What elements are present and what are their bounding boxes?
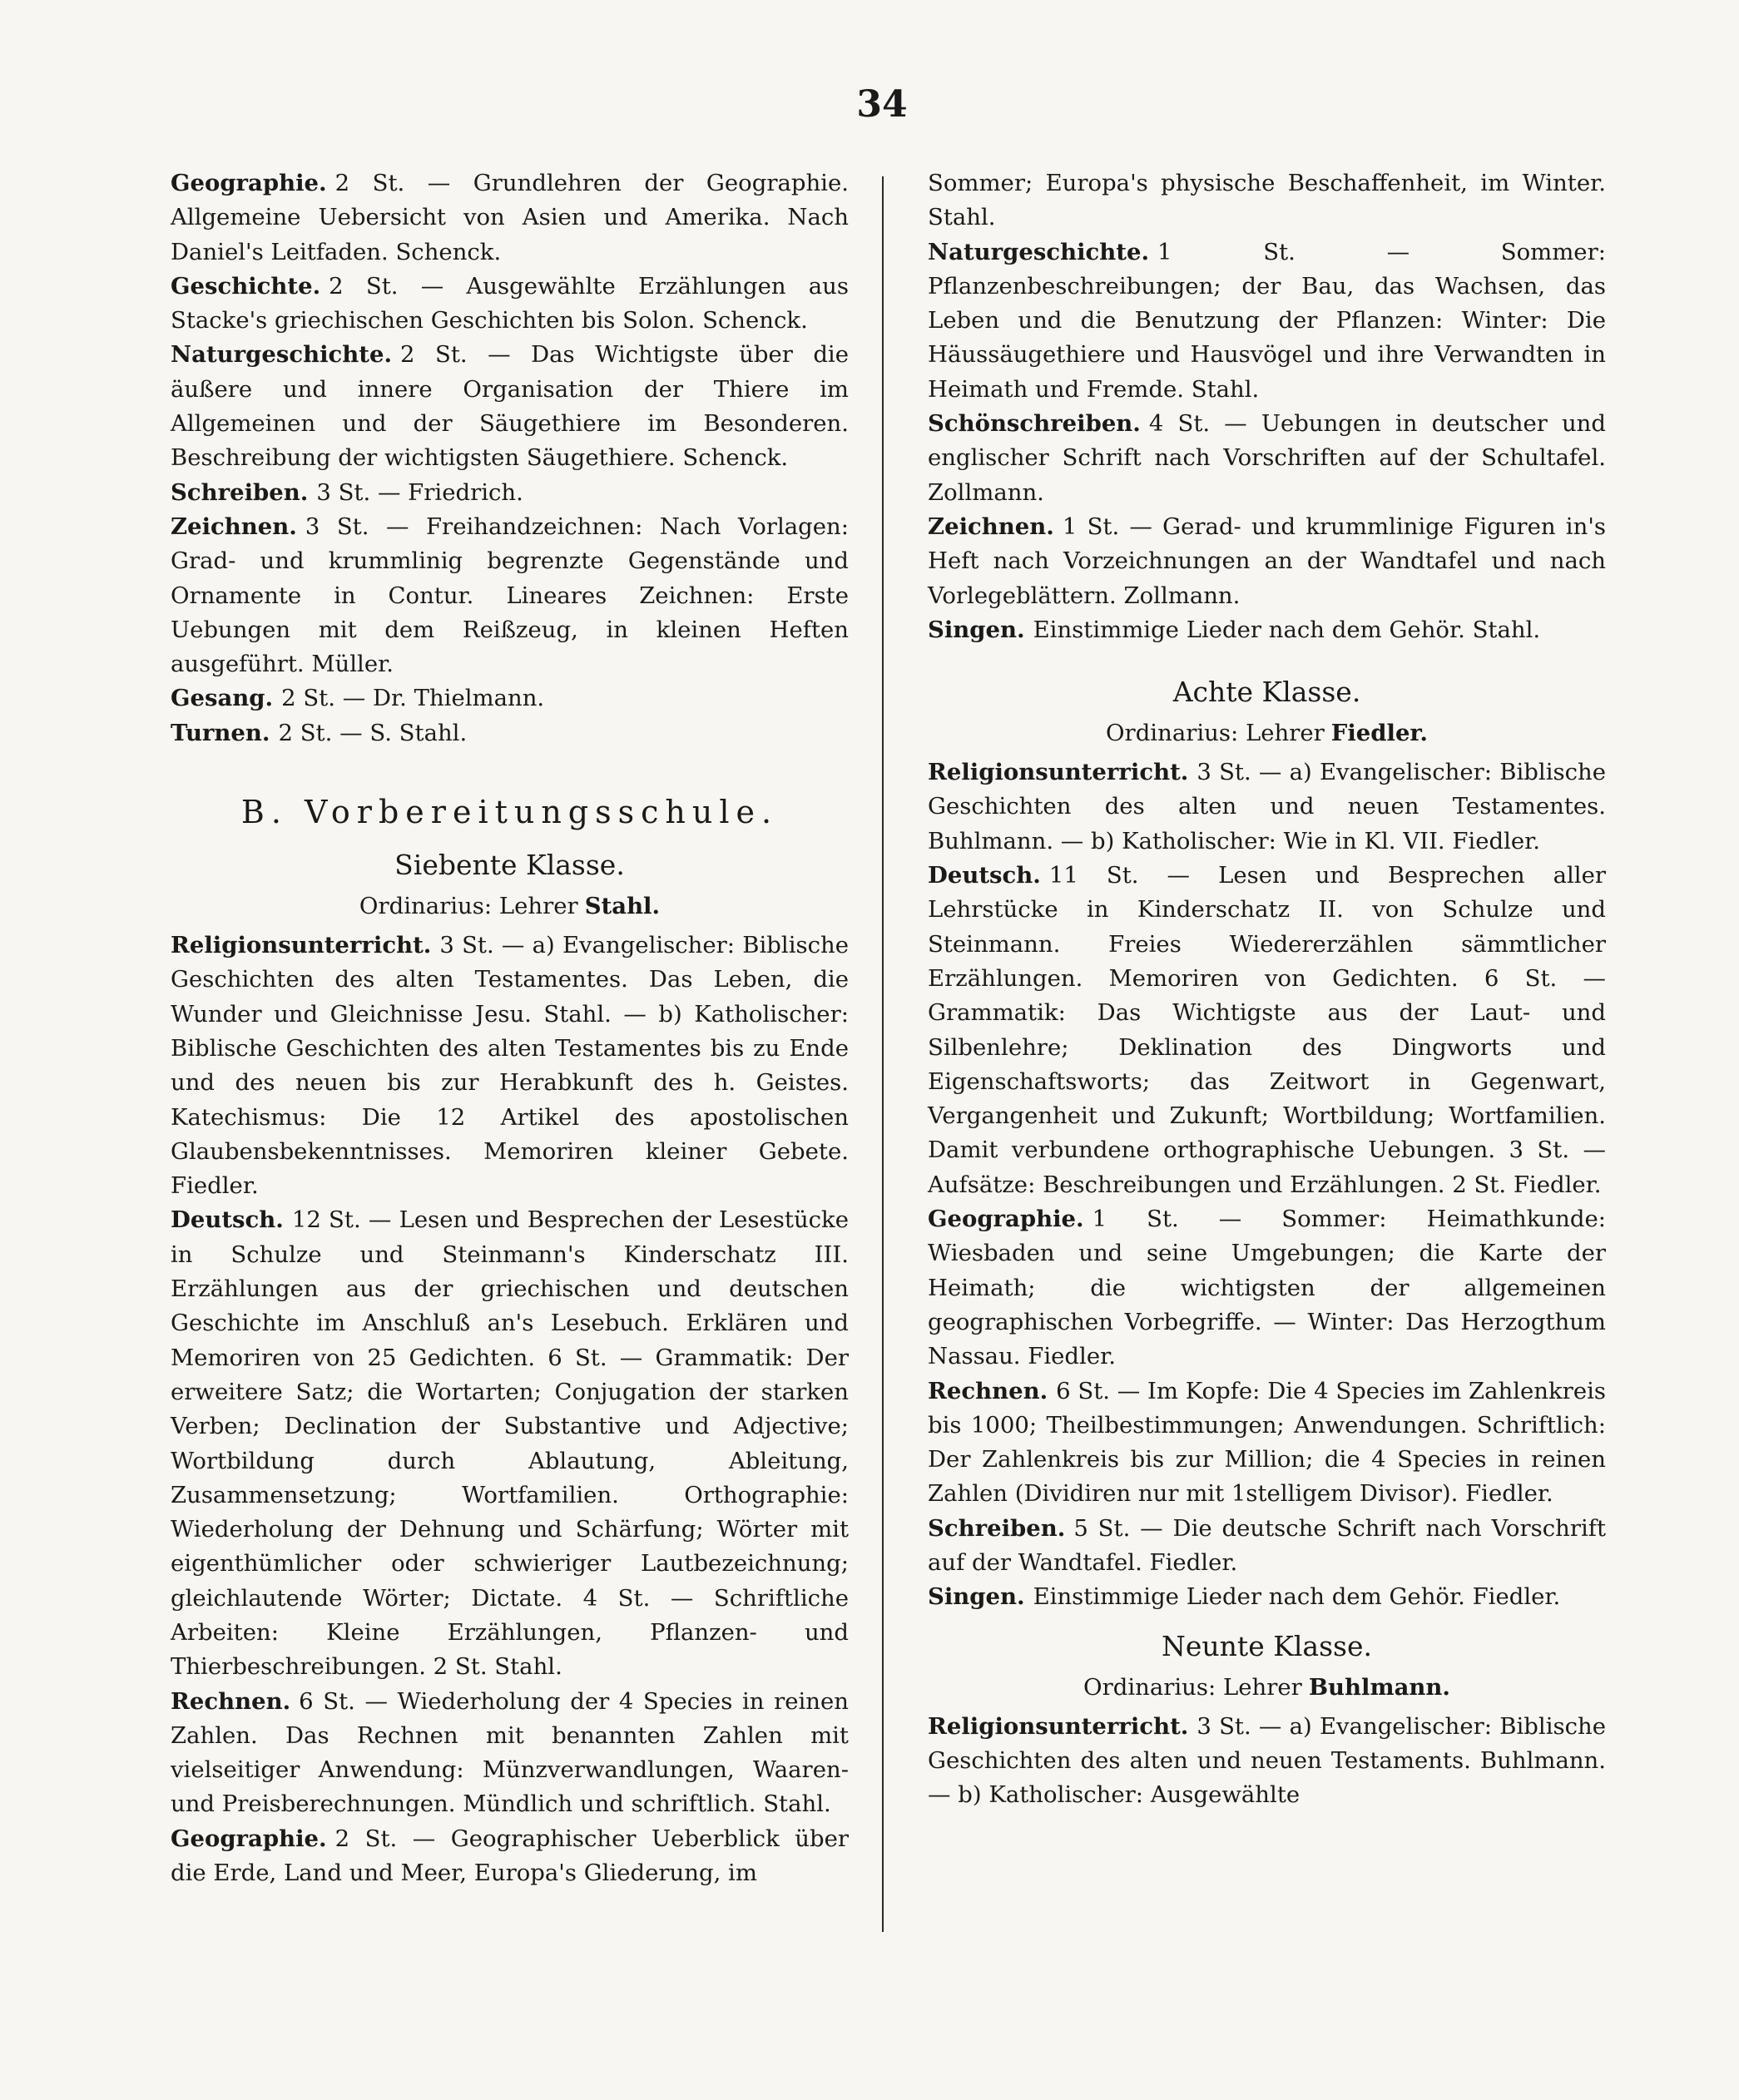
subject-label: Schönschreiben. — [928, 410, 1141, 438]
subject-text: 4 St. — Uebungen in deutscher und englischer Schrift nach Vorschriften auf der Schultafel. Zollmann. — [928, 410, 1606, 506]
subject-text: Sommer; Europa's physische Beschaffenheit, im Winter. Stahl. — [928, 170, 1606, 231]
ordinarius-label: Ordinarius: Lehrer — [1083, 1673, 1302, 1701]
subject-text: 1 St. — Sommer: Pflanzenbeschreibungen; der Bau, das Wachsen, das Leben und die Benutzung der Pflanzen: Winter: Die Häussäugethiere und Hausvögel und ihre Verwandten in Heimath und Fremde. Stahl. — [928, 238, 1606, 403]
subject-label: Singen. — [928, 1583, 1025, 1611]
class-heading: Achte Klasse. — [1172, 676, 1361, 709]
subject-entry — [171, 681, 849, 716]
subject-text: 1 St. — Gerad- und krummlinige Figuren in's Heft nach Vorzeichnungen an der Wandtafel und nach Vorlegeblättern. Zollmann. — [928, 513, 1606, 609]
subject-entry — [928, 1202, 1606, 1374]
subject-entry — [928, 1710, 1606, 1813]
ordinarius-line — [928, 716, 1606, 750]
section-heading: B. Vorbereitungsschule. — [240, 794, 779, 831]
subject-entry-continued — [928, 166, 1606, 235]
subject-label: Zeichnen. — [928, 513, 1054, 540]
subject-entry — [171, 270, 849, 339]
subject-text: 12 St. — Lesen und Besprechen der Lesestücke in Schulze und Steinmann's Kinderschatz III. Erzählungen aus der griechischen und deutschen Geschichte im Anschluß an's Lesebuch. Erklären und Memoriren von 25 Gedichten. 6 St. — Grammatik: Der erweitere Satz; die Wortarten; Conjugation der starken Verben; Declination der Substantive und Adjective; Wortbildung durch Ablautung, Ableitung, Zusammensetzung; Wortfamilien. Orthographie: Wiederholung der Dehnung und Schärfung; Wörter mit eigenthümlicher oder schwieriger Lautbezeichnung; gleichlautende Wörter; Dictate. 4 St. — Schriftliche Arbeiten: Kleine Erzählungen, Pflanzen- und Thierbeschreibungen. 2 St. Stahl. — [171, 1206, 849, 1681]
subject-label: Deutsch. — [928, 862, 1041, 889]
subject-entry — [928, 235, 1606, 407]
subject-entry — [171, 1685, 849, 1822]
subject-text: 5 St. — Die deutsche Schrift nach Vorschrift auf der Wandtafel. Fiedler. — [928, 1514, 1606, 1576]
column-divider — [882, 176, 884, 1932]
subject-label: Geographie. — [928, 1206, 1084, 1233]
right-column — [928, 166, 1606, 1812]
class-heading: Neunte Klasse. — [1162, 1629, 1372, 1662]
subject-entry — [928, 755, 1606, 859]
subject-text: 3 St. — Friedrich. — [316, 478, 523, 506]
subject-entry — [928, 510, 1606, 613]
subject-text: 2 St. — S. Stahl. — [278, 719, 468, 746]
subject-entry — [928, 1374, 1606, 1512]
ordinarius-label: Ordinarius: Lehrer — [359, 893, 578, 920]
class-8-entries — [928, 755, 1606, 1614]
subject-label: Naturgeschichte. — [928, 238, 1150, 265]
ordinarius-line — [171, 889, 849, 924]
subject-label: Gesang. — [171, 685, 274, 712]
subject-text: 3 St. — a) Evangelischer: Biblische Geschichten des alten und neuen Testaments. Buhlmann. — b) Katholischer: Ausgewählte — [928, 1712, 1606, 1809]
ordinarius-label: Ordinarius: Lehrer — [1106, 720, 1325, 747]
subject-text: 6 St. — Im Kopfe: Die 4 Species im Zahlenkreis bis 1000; Theilbestimmungen; Anwendungen. Schriftlich: Der Zahlenkreis bis zur Million; die 4 Species in reinen Zahlen (Dividiren nur mit 1stelligem Divisor). Fiedler. — [928, 1377, 1606, 1508]
subject-entry — [171, 1203, 849, 1684]
subject-label: Rechnen. — [171, 1687, 291, 1715]
subject-label: Schreiben. — [171, 478, 309, 506]
subject-label: Deutsch. — [171, 1206, 284, 1234]
subject-label: Naturgeschichte. — [171, 341, 393, 369]
subject-text: 2 St. — Dr. Thielmann. — [281, 685, 545, 712]
subject-entry — [928, 1580, 1606, 1614]
subject-entry — [928, 407, 1606, 510]
subject-entry — [928, 1512, 1606, 1581]
subject-label: Geographie. — [171, 1825, 327, 1852]
subject-text: 3 St. — Freihandzeichnen: Nach Vorlagen: Grad- und krummlinig begrenzte Gegenstände und Ornamente in Contur. Lineares Zeichnen: Erste Uebungen mit dem Reißzeug, in kleinen Heften ausgeführt. Müller. — [171, 513, 849, 678]
subject-text: 6 St. — Wiederholung der 4 Species in reinen Zahlen. Das Rechnen mit benannten Zahlen mit vielseitiger Anwendung: Münzverwandlungen, Waaren- und Preisberechnungen. Mündlich und schriftlich. Stahl. — [171, 1687, 849, 1818]
subject-entry — [171, 510, 849, 681]
ordinarius-line — [928, 1671, 1606, 1705]
subject-label: Religionsunterricht. — [928, 1712, 1189, 1740]
subject-entry — [928, 613, 1606, 647]
page-number: 34 — [856, 83, 908, 126]
right-top-entries — [928, 166, 1606, 647]
subject-entry — [171, 476, 849, 510]
subject-label: Geschichte. — [171, 272, 321, 300]
subject-entry — [171, 1822, 849, 1891]
subject-label: Schreiben. — [928, 1514, 1066, 1542]
subject-text: Einstimmige Lieder nach dem Gehör. Stahl. — [1033, 616, 1541, 643]
subject-text: 2 St. — Ausgewählte Erzählungen aus Stacke's griechischen Geschichten bis Solon. Schenck. — [171, 272, 849, 334]
subject-label: Zeichnen. — [171, 513, 297, 540]
ordinarius-teacher: Stahl. — [584, 893, 661, 920]
left-column — [171, 166, 849, 1890]
subject-entry — [928, 859, 1606, 1202]
subject-label: Geographie. — [171, 170, 327, 196]
class-7-entries — [171, 929, 849, 1890]
subject-text: 2 St. — Das Wichtigste über die äußere und innere Organisation der Thiere im Allgemeinen und der Säugethiere im Besonderen. Beschreibung der wichtigsten Säugethiere. Schenck. — [171, 341, 849, 472]
subject-text: 1 St. — Sommer: Heimathkunde: Wiesbaden und seine Umgebungen; die Karte der Heimath; die wichtigsten der allgemeinen geographischen Vorbegriffe. — Winter: Das Herzogthum Nassau. Fiedler. — [928, 1206, 1606, 1370]
subject-label: Singen. — [928, 616, 1025, 643]
subject-label: Turnen. — [171, 719, 270, 746]
left-top-entries — [171, 166, 849, 750]
class-heading: Siebente Klasse. — [394, 849, 625, 882]
subject-entry — [171, 929, 849, 1203]
subject-text: 3 St. — a) Evangelischer: Biblische Geschichten des alten und neuen Testamentes. Buhlmann. — b) Katholischer: Wie in Kl. VII. Fiedler. — [928, 759, 1606, 854]
subject-entry — [171, 166, 849, 270]
subject-label: Religionsunterricht. — [171, 932, 432, 959]
subject-text: 3 St. — a) Evangelischer: Biblische Geschichten des alten Testamentes. Das Leben, die Wunder und Gleichnisse Jesu. Stahl. — b) Katholischer: Biblische Geschichten des alten Testamentes bis zu Ende und des neuen bis zur Herabkunft des h. Geistes. Katechismus: Die 12 Artikel des apostolischen Glaubensbekenntnisses. Memoriren kleiner Gebete. Fiedler. — [171, 932, 849, 1200]
ordinarius-teacher: Buhlmann. — [1308, 1673, 1450, 1701]
ordinarius-teacher: Fiedler. — [1330, 720, 1428, 747]
subject-entry — [171, 716, 849, 750]
subject-label: Religionsunterricht. — [928, 759, 1189, 786]
subject-text: 11 St. — Lesen und Besprechen aller Lehrstücke in Kinderschatz II. von Schulze und Steinmann. Freies Wiedererzählen sämmtlicher Erzählungen. Memoriren von Gedichten. 6 St. — Grammatik: Das Wichtigste aus der Laut- und Silbenlehre; Deklination des Dingworts und Eigenschaftsworts; das Zeitwort in Gegenwart, Vergangenheit und Zukunft; Wortbildung; Wortfamilien. Damit verbundene orthographische Uebungen. 3 St. — Aufsätze: Beschreibungen und Erzählungen. 2 St. Fiedler. — [928, 862, 1606, 1198]
class-9-entries — [928, 1710, 1606, 1813]
subject-text: 2 St. — Geographischer Ueberblick über die Erde, Land und Meer, Europa's Gliederung, im — [171, 1825, 849, 1887]
subject-entry — [171, 338, 849, 475]
subject-text: 2 St. — Grundlehren der Geographie. Allgemeine Uebersicht von Asien und Amerika. Nach Daniel's Leitfaden. Schenck. — [171, 170, 849, 265]
subject-label: Rechnen. — [928, 1377, 1048, 1404]
subject-text: Einstimmige Lieder nach dem Gehör. Fiedler. — [1033, 1583, 1561, 1611]
